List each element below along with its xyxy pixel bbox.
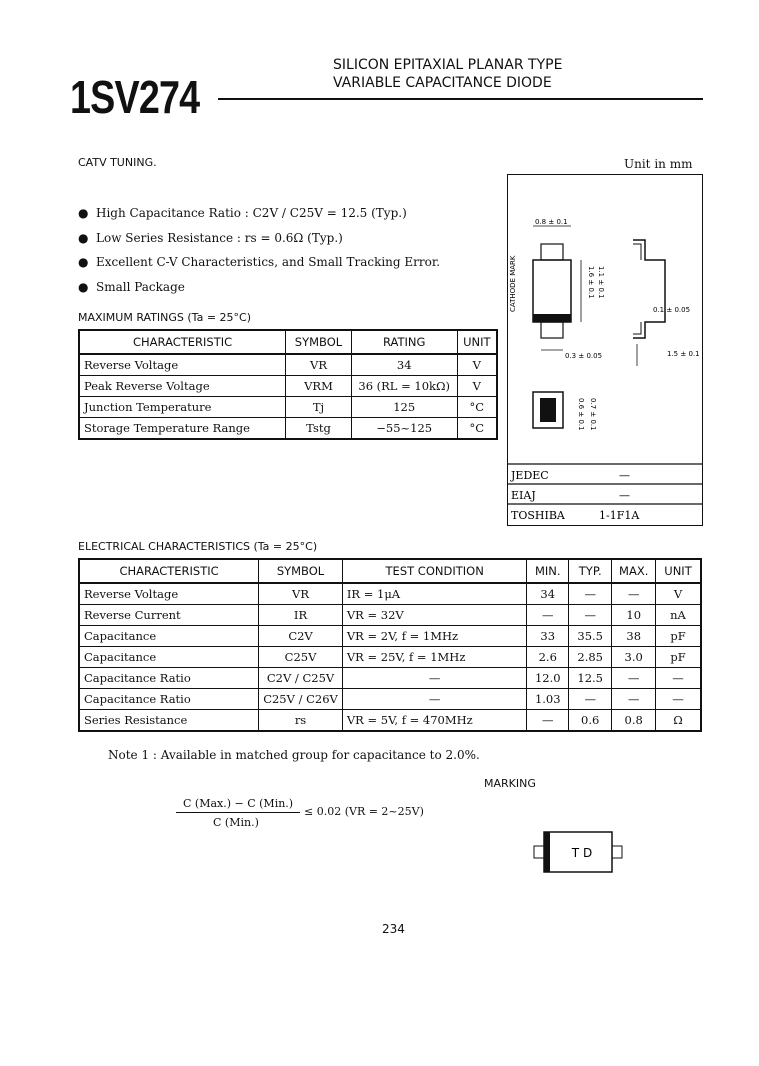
standard-value: —	[619, 489, 630, 502]
feature-text: Excellent C-V Characteristics, and Small Tracking Error.	[96, 255, 441, 269]
max-ratings-table	[78, 329, 498, 440]
application: CATV TUNING.	[78, 156, 157, 169]
dimension-label: 1.5 ± 0.1	[667, 350, 700, 358]
dimension-label: 0.3 ± 0.05	[565, 352, 603, 360]
note-1: Note 1 : Available in matched group for capacitance to 2.0%.	[108, 748, 480, 762]
table-cell: Peak Reverse Voltage	[79, 376, 286, 397]
table-row	[79, 626, 701, 647]
formula-denominator: C (Min.)	[213, 816, 259, 829]
table-cell: Series Resistance	[79, 710, 259, 732]
table-cell: Junction Temperature	[79, 397, 286, 418]
table-row	[79, 668, 701, 689]
table-header: SYMBOL	[286, 330, 352, 354]
standard-label: EIAJ	[511, 489, 536, 502]
table-header: UNIT	[457, 330, 497, 354]
marking-cathode-band	[544, 832, 550, 872]
table-cell: °C	[457, 418, 497, 440]
table-cell: 33	[527, 626, 569, 647]
table-cell: 12.0	[527, 668, 569, 689]
table-cell: Capacitance Ratio	[79, 689, 259, 710]
table-cell: C25V	[259, 647, 343, 668]
max-ratings-title: MAXIMUM RATINGS (Ta = 25°C)	[78, 311, 251, 324]
table-cell: C25V / C26V	[259, 689, 343, 710]
package-drawing	[507, 174, 703, 526]
feature-item: ● Small Package	[78, 280, 185, 294]
table-header: UNIT	[656, 559, 701, 583]
table-cell: 2.85	[569, 647, 612, 668]
table-row	[79, 583, 701, 605]
part-number: 1SV274	[70, 71, 200, 123]
table-header: CHARACTERISTIC	[79, 559, 259, 583]
table-cell: 1.03	[527, 689, 569, 710]
table-header: TYP.	[569, 559, 612, 583]
standard-value: 1-1F1A	[599, 509, 640, 522]
cathode-mark-label: CATHODE MARK	[509, 255, 517, 312]
formula-condition: ≤ 0.02 (VR = 2~25V)	[304, 805, 424, 818]
dimension-label: 0.6 ± 0.1	[577, 398, 585, 431]
table-cell: IR = 1μA	[342, 583, 527, 605]
table-cell: VR = 2V, f = 1MHz	[342, 626, 527, 647]
table-cell: —	[569, 605, 612, 626]
cathode-band	[533, 314, 571, 322]
diode-lead-top	[541, 244, 563, 260]
page-number: 234	[382, 922, 405, 936]
dimension-label: 1.1 ± 0.1	[597, 266, 605, 299]
formula-fraction-bar	[176, 812, 300, 813]
table-header: MAX.	[612, 559, 656, 583]
table-cell: VR	[286, 354, 352, 376]
table-cell: 10	[612, 605, 656, 626]
table-cell: —	[612, 668, 656, 689]
table-row	[79, 710, 701, 732]
table-row	[79, 418, 497, 440]
electrical-title: ELECTRICAL CHARACTERISTICS (Ta = 25°C)	[78, 540, 318, 553]
table-cell: 36 (RL = 10kΩ)	[351, 376, 457, 397]
table-cell: 125	[351, 397, 457, 418]
feature-text: Small Package	[96, 280, 185, 294]
table-row	[79, 689, 701, 710]
feature-text: Low Series Resistance : rs = 0.6Ω (Typ.)	[96, 231, 343, 245]
formula-numerator: C (Max.) − C (Min.)	[183, 797, 294, 810]
table-cell: VR = 25V, f = 1MHz	[342, 647, 527, 668]
table-header: TEST CONDITION	[342, 559, 527, 583]
table-cell: −55~125	[351, 418, 457, 440]
table-cell: Storage Temperature Range	[79, 418, 286, 440]
table-cell: Reverse Voltage	[79, 354, 286, 376]
side-view-outline	[633, 240, 665, 338]
table-cell: Tj	[286, 397, 352, 418]
standard-label: TOSHIBA	[511, 509, 565, 522]
feature-item: ● Excellent C-V Characteristics, and Small Tracking Error.	[78, 255, 441, 269]
table-cell: Capacitance	[79, 626, 259, 647]
end-view-body	[540, 398, 556, 422]
marking-lead-right	[612, 846, 622, 858]
standard-label: JEDEC	[511, 469, 549, 482]
table-cell: 38	[612, 626, 656, 647]
table-cell: V	[457, 354, 497, 376]
feature-item: ● Low Series Resistance : rs = 0.6Ω (Typ.)	[78, 231, 343, 245]
table-cell: Tstg	[286, 418, 352, 440]
marking-label: MARKING	[484, 777, 536, 790]
side-view-leads	[633, 244, 641, 334]
table-cell: —	[527, 710, 569, 732]
table-cell: V	[457, 376, 497, 397]
table-cell: Reverse Current	[79, 605, 259, 626]
table-cell: VR = 5V, f = 470MHz	[342, 710, 527, 732]
table-cell: 2.6	[527, 647, 569, 668]
table-cell: —	[656, 668, 701, 689]
marking-drawing	[528, 830, 628, 876]
table-cell: IR	[259, 605, 343, 626]
table-cell: nA	[656, 605, 701, 626]
table-row	[79, 354, 497, 376]
table-cell: V	[656, 583, 701, 605]
feature-text: High Capacitance Ratio : C2V / C25V = 12.5 (Typ.)	[96, 206, 407, 220]
table-row	[79, 605, 701, 626]
table-cell: —	[569, 689, 612, 710]
dimension-label: 0.1 ± 0.05	[653, 306, 691, 314]
table-cell: VR = 32V	[342, 605, 527, 626]
table-cell: —	[342, 668, 527, 689]
table-cell: VR	[259, 583, 343, 605]
standard-value: —	[619, 469, 630, 482]
table-header: SYMBOL	[259, 559, 343, 583]
table-cell: Capacitance Ratio	[79, 668, 259, 689]
table-cell: rs	[259, 710, 343, 732]
feature-item: ● High Capacitance Ratio : C2V / C25V = 12.5 (Typ.)	[78, 206, 407, 220]
table-cell: 34	[351, 354, 457, 376]
title-rule	[218, 98, 703, 100]
dimension-label: 0.8 ± 0.1	[535, 218, 568, 226]
table-cell: pF	[656, 626, 701, 647]
table-cell: —	[612, 689, 656, 710]
table-row	[79, 647, 701, 668]
table-cell: C2V / C25V	[259, 668, 343, 689]
electrical-table	[78, 558, 702, 732]
table-cell: pF	[656, 647, 701, 668]
table-cell: Capacitance	[79, 647, 259, 668]
table-cell: VRM	[286, 376, 352, 397]
table-cell: 0.8	[612, 710, 656, 732]
table-cell: Reverse Voltage	[79, 583, 259, 605]
table-cell: 35.5	[569, 626, 612, 647]
table-cell: —	[342, 689, 527, 710]
table-cell: —	[656, 689, 701, 710]
table-cell: C2V	[259, 626, 343, 647]
table-cell: 0.6	[569, 710, 612, 732]
table-cell: 34	[527, 583, 569, 605]
table-header: RATING	[351, 330, 457, 354]
table-cell: Ω	[656, 710, 701, 732]
table-cell: °C	[457, 397, 497, 418]
table-cell: —	[569, 583, 612, 605]
table-row	[79, 376, 497, 397]
diode-body-outline	[533, 260, 571, 322]
dimension-label: 1.6 ± 0.1	[587, 266, 595, 299]
unit-note: Unit in mm	[624, 157, 693, 171]
table-cell: —	[527, 605, 569, 626]
table-cell: —	[612, 583, 656, 605]
table-header: CHARACTERISTIC	[79, 330, 286, 354]
diode-lead-bottom	[541, 322, 563, 338]
dimension-label: 0.7 ± 0.1	[589, 398, 597, 431]
title-line-2: VARIABLE CAPACITANCE DIODE	[333, 75, 552, 91]
table-row	[79, 397, 497, 418]
marking-lead-left	[534, 846, 544, 858]
table-cell: 3.0	[612, 647, 656, 668]
table-cell: 12.5	[569, 668, 612, 689]
marking-code: T D	[571, 846, 593, 860]
title-line-1: SILICON EPITAXIAL PLANAR TYPE	[333, 57, 563, 73]
table-header: MIN.	[527, 559, 569, 583]
